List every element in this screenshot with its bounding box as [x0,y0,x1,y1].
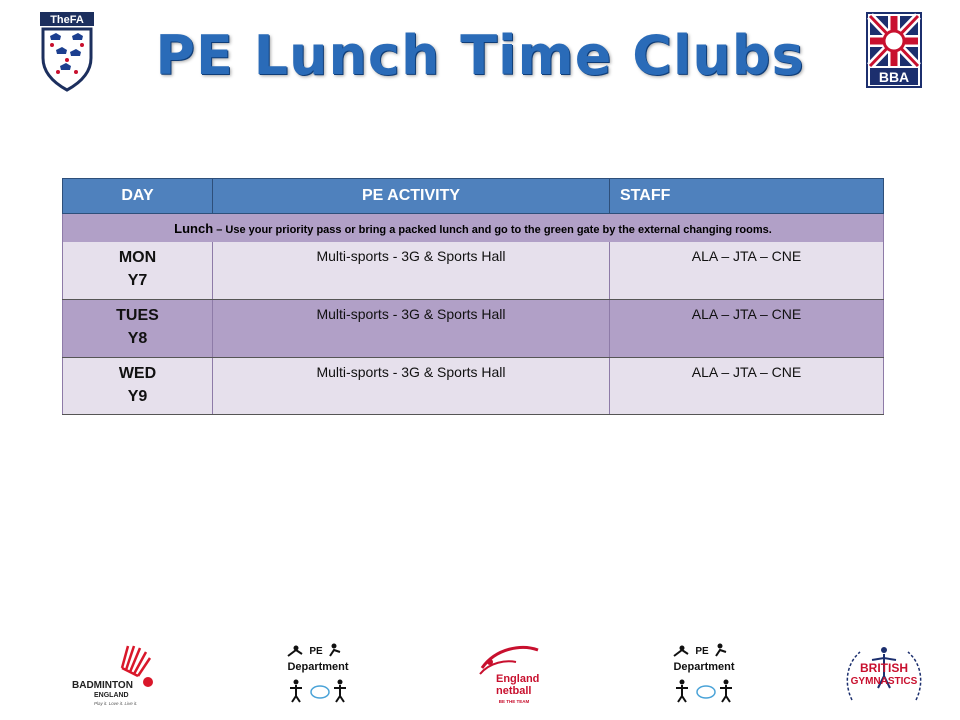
day-label: TUES [116,306,159,324]
netball-tagline: BE THE TEAM [498,699,530,704]
pe-dept-line1: PE [695,646,709,657]
lunch-notice-label: Lunch [174,220,214,236]
pe-dept-line1: PE [309,646,323,657]
day-cell [63,299,213,357]
lunch-notice-row [63,214,884,243]
staff-cell: ALA – JTA – CNE [610,299,884,357]
year-label: Y9 [127,387,148,405]
netball-line1: England [496,673,540,685]
day-cell [63,357,213,414]
day-label: MON [118,249,157,266]
gymnastics-line1: BRITISH [860,661,908,675]
staff-cell: ALA – JTA – CNE [610,357,884,414]
table-row [63,357,884,414]
day-label: WED [118,364,157,382]
column-header-staff: STAFF [610,179,884,214]
activity-cell: Multi-sports - 3G & Sports Hall [213,357,610,414]
british-gymnastics-logo [842,640,926,708]
activity-cell: Multi-sports - 3G & Sports Hall [213,299,610,357]
day-cell [63,242,213,299]
netball-line2: netball [496,685,532,697]
gymnastics-line2: GYMNASTICS [850,676,918,687]
badminton-tagline: Play it. Love it. Live it. [94,701,138,706]
column-header-day: DAY [63,179,213,214]
bba-logo [866,12,922,88]
pe-dept-line2: Department [287,661,349,673]
column-header-activity: PE ACTIVITY [213,179,610,214]
table-row [63,242,884,299]
bba-logo-text: BBA [878,69,910,85]
year-label: Y8 [127,329,148,347]
pe-department-logo-right [670,640,742,708]
table-header-row [63,179,884,214]
badminton-england-logo [66,640,166,708]
year-label: Y7 [127,272,148,289]
lunch-notice [63,214,884,243]
activity-cell: Multi-sports - 3G & Sports Hall [213,242,610,299]
pe-department-logo-left [284,640,356,708]
lunch-notice-text: – Use your priority pass or bring a packed lunch and go to the green gate by the external changing rooms. [213,223,772,236]
table-row [63,299,884,357]
fa-logo-text: TheFA [50,14,84,26]
pe-dept-line2: Department [673,661,735,673]
staff-cell: ALA – JTA – CNE [610,242,884,299]
page-title: PE Lunch Time Clubs [155,24,805,87]
badminton-sub: ENGLAND [94,692,129,699]
clubs-table [62,178,884,415]
badminton-name: BADMINTON [72,680,133,691]
england-netball-logo [476,640,552,708]
